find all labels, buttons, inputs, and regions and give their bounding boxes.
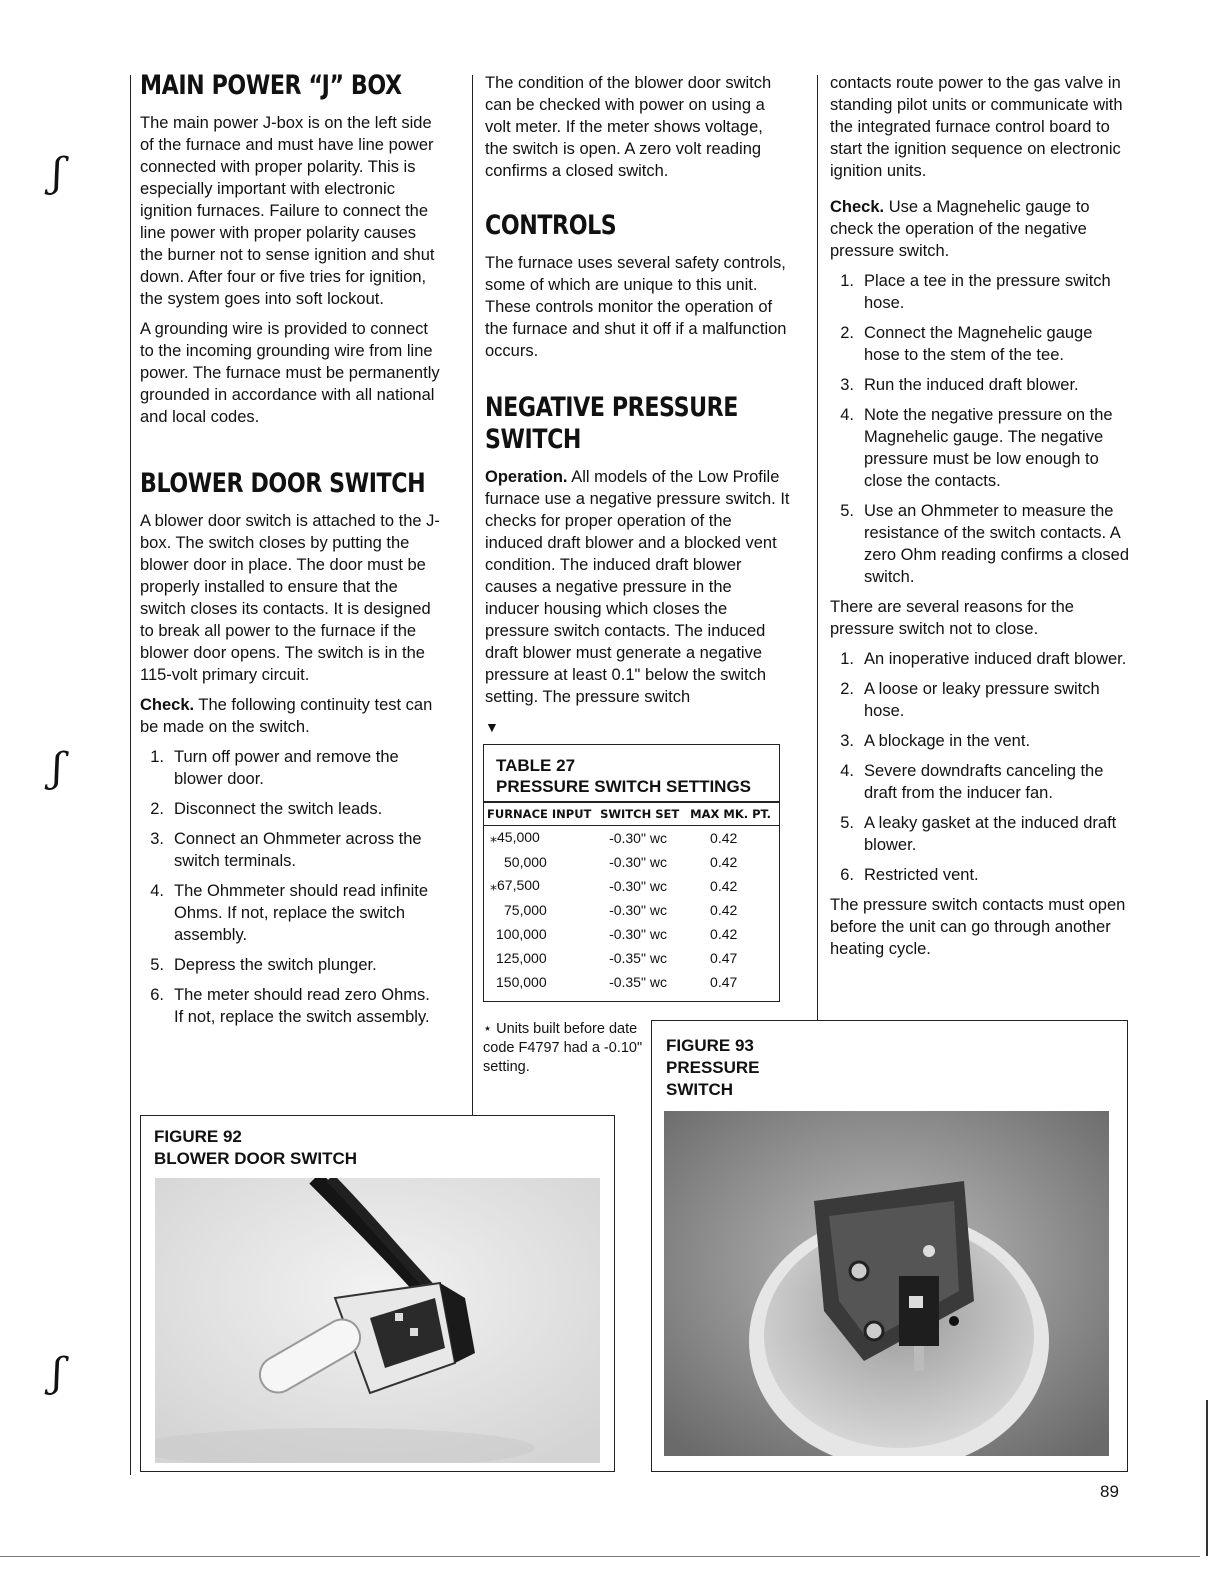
table-27 xyxy=(483,744,780,1002)
binder-mark: ʃ xyxy=(52,745,63,791)
check-paragraph xyxy=(140,694,440,738)
heading-negative-pressure-switch: NEGATIVE PRESSURE SWITCH xyxy=(485,392,739,455)
column-header: MAX MK. PT. xyxy=(684,803,779,826)
paragraph: The condition of the blower door switch can be checked with power on using a volt meter. If the meter shows voltage, the switch is open. A zero volt reading confirms a closed switch. xyxy=(485,74,772,180)
check-steps xyxy=(140,746,440,1028)
table-row: 100,000 -0.30" wc 0.42 xyxy=(496,925,738,942)
check-label: Check. xyxy=(830,198,885,216)
list-item: 5. Depress the switch plunger. xyxy=(150,956,377,974)
page-number: 89 xyxy=(1100,1482,1119,1501)
figure-title-line-2: SWITCH xyxy=(666,1080,734,1099)
list-item: 4. The Ohmmeter should read infinite Ohms. If not, replace the switch assembly. xyxy=(150,882,429,944)
paragraph: contacts route power to the gas valve in standing pilot units or communicate with the integrated furnace control board to start the ignition sequence on electronic ignition units. xyxy=(830,74,1123,180)
table-row: ⁎45,000 -0.30" wc 0.42 xyxy=(490,829,738,846)
list-item: 6. Restricted vent. xyxy=(840,866,979,884)
paragraph: The furnace uses several safety controls, some of which are unique to this unit. These controls monitor the operation of the furnace and shut it off if a malfunction occurs. xyxy=(485,254,787,360)
list-item: 3. Run the induced draft blower. xyxy=(840,376,1079,394)
scan-edge-line xyxy=(0,1556,1200,1557)
table-row: 50,000 -0.30" wc 0.42 xyxy=(504,853,738,870)
column-header: FURNACE INPUT xyxy=(484,803,597,826)
paragraph: A grounding wire is provided to connect to the incoming grounding wire from line power. The furnace must be permanently grounded in accordance with all national and local codes. xyxy=(140,320,440,426)
paragraph: A blower door switch is attached to the J-box. The switch closes by putting the blower door in place. The door must be properly installed to ensure that the switch closes its contacts. It is designed to break all power to the furnace if the blower door opens. The switch is in the 115-volt primary circuit. xyxy=(140,512,440,684)
continued-arrow-icon: ▼ xyxy=(485,719,499,735)
check-text: Use a Magnehelic gauge to check the operation of the negative pressure switch. xyxy=(830,198,1090,260)
list-item: 3. A blockage in the vent. xyxy=(840,732,1031,750)
table-footnote: ⋆ Units built before date code F4797 had a -0.10" setting. xyxy=(483,1021,643,1075)
table-row: ⁎67,500 -0.30" wc 0.42 xyxy=(490,877,738,894)
table-number: TABLE 27 xyxy=(496,756,576,775)
heading-controls: CONTROLS xyxy=(485,210,617,241)
figure-title: BLOWER DOOR SWITCH xyxy=(154,1149,358,1168)
column-rule-right xyxy=(817,75,818,1020)
table-title: PRESSURE SWITCH SETTINGS xyxy=(496,777,752,796)
list-item: 4. Note the negative pressure on the Magnehelic gauge. The negative pressure must be low enough to close the contacts. xyxy=(840,406,1113,490)
figure-number: FIGURE 93 xyxy=(666,1036,754,1055)
list-item: 6. The meter should read zero Ohms. If not, replace the switch assembly. xyxy=(150,986,430,1026)
paragraph: There are several reasons for the pressure switch not to close. xyxy=(830,598,1074,638)
pressure-settings-table xyxy=(484,803,779,994)
paragraph: The pressure switch contacts must open before the unit can go through another heating cycle. xyxy=(830,896,1126,958)
column-header: SWITCH SET xyxy=(597,803,684,826)
paragraph: The main power J-box is on the left side of the furnace and must have line power connected with proper polarity. This is especially important with electronic ignition furnaces. Failure to connect the line power with proper polarity causes the burner not to sense ignition and shut down. After four or five tries for ignition, the system goes into soft lockout. xyxy=(140,114,435,308)
check-paragraph xyxy=(830,196,1130,262)
list-item: 2. A loose or leaky pressure switch hose. xyxy=(840,680,1100,720)
scan-edge-right xyxy=(1206,1400,1208,1556)
heading-blower-door-switch: BLOWER DOOR SWITCH xyxy=(140,468,426,499)
figure-93 xyxy=(651,1020,1128,1472)
reasons-list xyxy=(830,648,1130,886)
operation-paragraph xyxy=(485,466,790,708)
table-header-row xyxy=(484,803,779,826)
column-3 xyxy=(830,72,1130,968)
table-row: 125,000 -0.35" wc 0.47 xyxy=(496,949,738,966)
heading-main-power: MAIN POWER “J” BOX xyxy=(140,70,402,101)
binder-mark: ʃ xyxy=(52,150,63,196)
list-item: 1. Turn off power and remove the blower door. xyxy=(150,748,399,788)
figure-title-line-1: PRESSURE xyxy=(666,1058,760,1077)
column-rule-left xyxy=(130,75,131,1475)
figure-92 xyxy=(140,1115,615,1472)
list-item: 4. Severe downdrafts canceling the draft from the inducer fan. xyxy=(840,762,1104,802)
column-2 xyxy=(485,72,790,734)
list-item: 2. Connect the Magnehelic gauge hose to the stem of the tee. xyxy=(840,324,1093,364)
table-row: 150,000 -0.35" wc 0.47 xyxy=(496,973,738,990)
operation-label: Operation. xyxy=(485,468,568,486)
list-item: 2. Disconnect the switch leads. xyxy=(150,800,383,818)
check-label: Check. xyxy=(140,696,195,714)
pressure-switch-photo xyxy=(664,1111,1109,1456)
column-1 xyxy=(140,70,440,1036)
list-item: 5. Use an Ohmmeter to measure the resistance of the switch contacts. A zero Ohm reading confirms a closed switch. xyxy=(840,502,1130,586)
binder-mark: ʃ xyxy=(52,1350,63,1396)
column-rule-middle xyxy=(472,75,473,1115)
operation-text: All models of the Low Profile furnace use a negative pressure switch. It checks for proper operation of the induced draft blower and a blocked vent condition. The induced draft blower causes a negative pressure in the inducer housing which closes the pressure switch contacts. The induced draft blower must generate a negative pressure at least 0.1" below the switch setting. The pressure switch xyxy=(485,468,790,706)
table-row: 75,000 -0.30" wc 0.42 xyxy=(504,901,738,918)
list-item: 1. An inoperative induced draft blower. xyxy=(840,650,1127,668)
list-item: 1. Place a tee in the pressure switch hose. xyxy=(840,272,1111,312)
list-item: 5. A leaky gasket at the induced draft blower. xyxy=(840,814,1117,854)
figure-number: FIGURE 92 xyxy=(154,1127,242,1146)
check-text: The following continuity test can be made on the switch. xyxy=(140,696,433,736)
check-steps xyxy=(830,270,1130,588)
list-item: 3. Connect an Ohmmeter across the switch terminals. xyxy=(150,830,422,870)
blower-door-switch-photo xyxy=(155,1178,600,1463)
